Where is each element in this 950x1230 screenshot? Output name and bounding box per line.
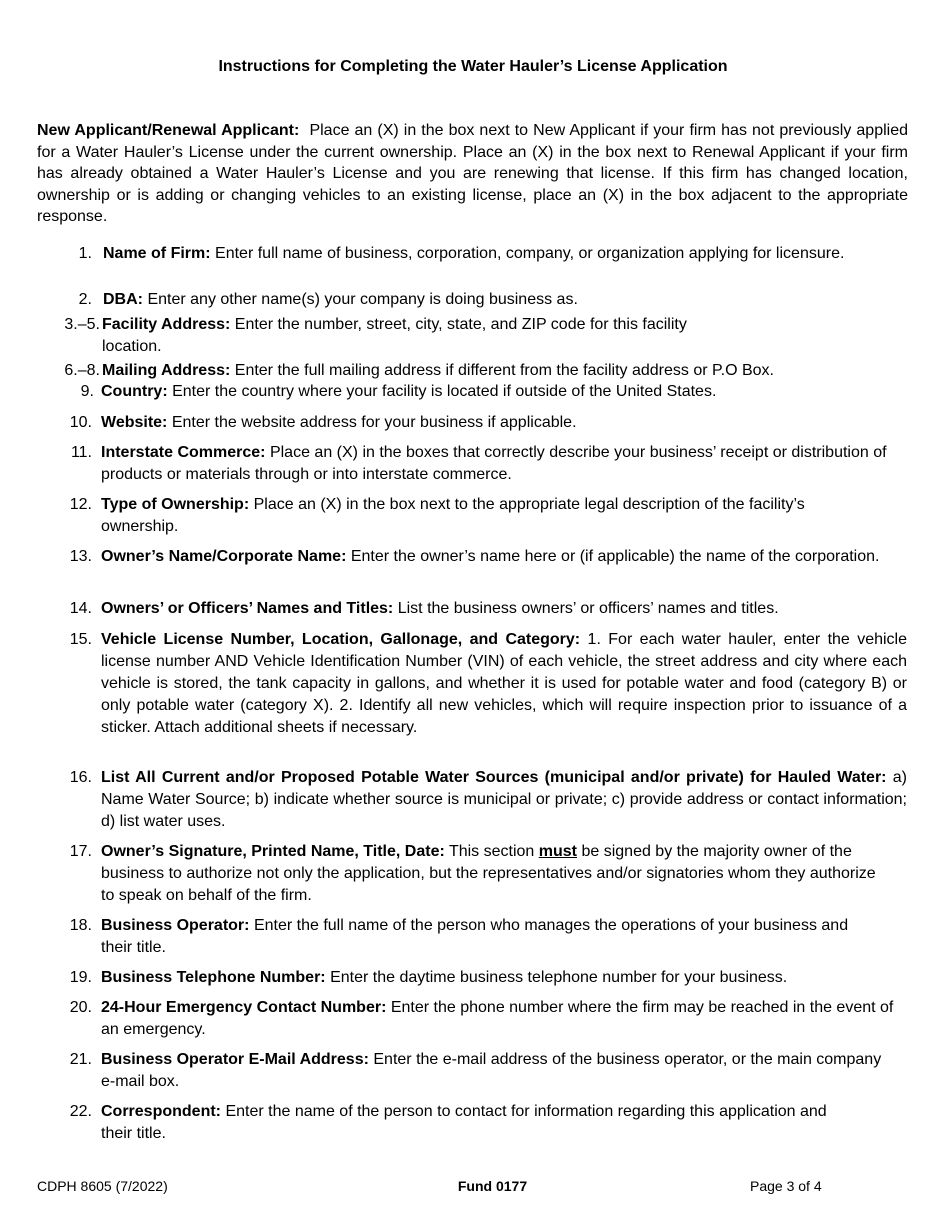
form-id: CDPH 8605 (7/2022) xyxy=(37,1178,168,1194)
item-number: 2. xyxy=(78,291,92,308)
item-text: Website: Enter the website address for your business if applicable. xyxy=(101,414,577,431)
page-title: Instructions for Completing the Water Hauler’s License Application xyxy=(218,58,728,75)
item-number: 1. xyxy=(78,245,92,262)
item-number: 22. xyxy=(69,1103,92,1120)
item-number: 17. xyxy=(69,843,92,860)
item-text: Mailing Address: Enter the full mailing address if different from the facility address or P.O Box. xyxy=(102,362,774,379)
item-number: 14. xyxy=(69,600,92,617)
item-number: 6.–8. xyxy=(64,362,100,379)
item-number: 18. xyxy=(69,917,92,934)
item-text: Country: Enter the country where your facility is located if outside of the United States. xyxy=(101,383,717,400)
item-number: 11. xyxy=(70,444,92,461)
item-number: 15. xyxy=(69,631,92,648)
item-text: Correspondent: Enter the name of the person to contact for information regarding this application and their title. xyxy=(101,1103,827,1142)
item-number: 10. xyxy=(69,414,92,431)
item-number: 12. xyxy=(69,496,92,513)
fund-number: Fund 0177 xyxy=(457,1178,528,1194)
item-number: 20. xyxy=(69,999,92,1016)
item-text: Vehicle License Number, Location, Gallonage, and Category: 1. For each water hauler, enter the vehicle license number AND Vehicle Identification Number (VIN) of each vehicle, the street address and city where each vehicle is stored, the tank capacity in gallons, and whether it is used for potable water and food (category B) or only potable water (category X). 2. Identify all new vehicles, which will require inspection prior to issuance of a sticker. Attach additional sheets if necessary. xyxy=(101,631,908,736)
item-text: 24-Hour Emergency Contact Number: Enter the phone number where the firm may be reached in the event of an emergency. xyxy=(101,999,894,1038)
item-number: 19. xyxy=(69,969,92,986)
intro-label: New Applicant/Renewal Applicant: xyxy=(37,122,300,139)
item-text: Owners’ or Officers’ Names and Titles: List the business owners’ or officers’ names and titles. xyxy=(101,600,779,617)
item-text: Interstate Commerce: Place an (X) in the boxes that correctly describe your business’ receipt or distribution of products or materials through or into interstate commerce. xyxy=(101,444,887,483)
item-text: DBA: Enter any other name(s) your company is doing business as. xyxy=(103,291,578,308)
item-text: List All Current and/or Proposed Potable Water Sources (municipal and/or private) for Hauled Water: a) Name Water Source; b) indicate whether source is municipal or private; c) provide address or contact information; d) list water uses. xyxy=(101,769,907,830)
item-text: Business Telephone Number: Enter the daytime business telephone number for your business. xyxy=(101,969,788,986)
item-number: 3.–5. xyxy=(64,316,100,333)
item-text: Business Operator: Enter the full name of the person who manages the operations of your business and their title. xyxy=(101,917,849,956)
item-number: 13. xyxy=(69,548,92,565)
item-number: 9. xyxy=(80,383,94,400)
item-text: Owner’s Signature, Printed Name, Title, Date: This section must be signed by the majority owner of the business to authorize not only the application, but the representatives and/or signatories whom they authorize to speak on behalf of the firm. xyxy=(101,843,876,904)
item-text: Owner’s Name/Corporate Name: Enter the owner’s name here or (if applicable) the name of the corporation. xyxy=(101,548,880,565)
item-text: Type of Ownership: Place an (X) in the box next to the appropriate legal description of the facility’s ownership. xyxy=(101,496,805,535)
page-number: Page 3 of 4 xyxy=(750,1178,822,1194)
item-number: 21. xyxy=(69,1051,92,1068)
intro-text: Place an (X) in the box next to New Applicant if your firm has not previously applied for a Water Hauler’s License under the current ownership. Place an (X) in the box next to Renewal Applicant if your firm has already obtained a Water Hauler’s License and you are renewing that license. If this firm has changed location, ownership or is adding or changing vehicles to an existing license, place an (X) in the box adjacent to the appropriate response. xyxy=(37,122,909,225)
item-text: Business Operator E-Mail Address: Enter the e-mail address of the business operator, or the main company e-mail box. xyxy=(101,1051,882,1090)
item-text: Name of Firm: Enter full name of business, corporation, company, or organization applying for licensure. xyxy=(103,245,845,262)
intro-paragraph xyxy=(37,120,908,228)
item-text: Facility Address: Enter the number, street, city, state, and ZIP code for this facility location. xyxy=(102,316,687,355)
emphasis-must: must xyxy=(538,843,578,860)
item-number: 16. xyxy=(69,769,92,786)
